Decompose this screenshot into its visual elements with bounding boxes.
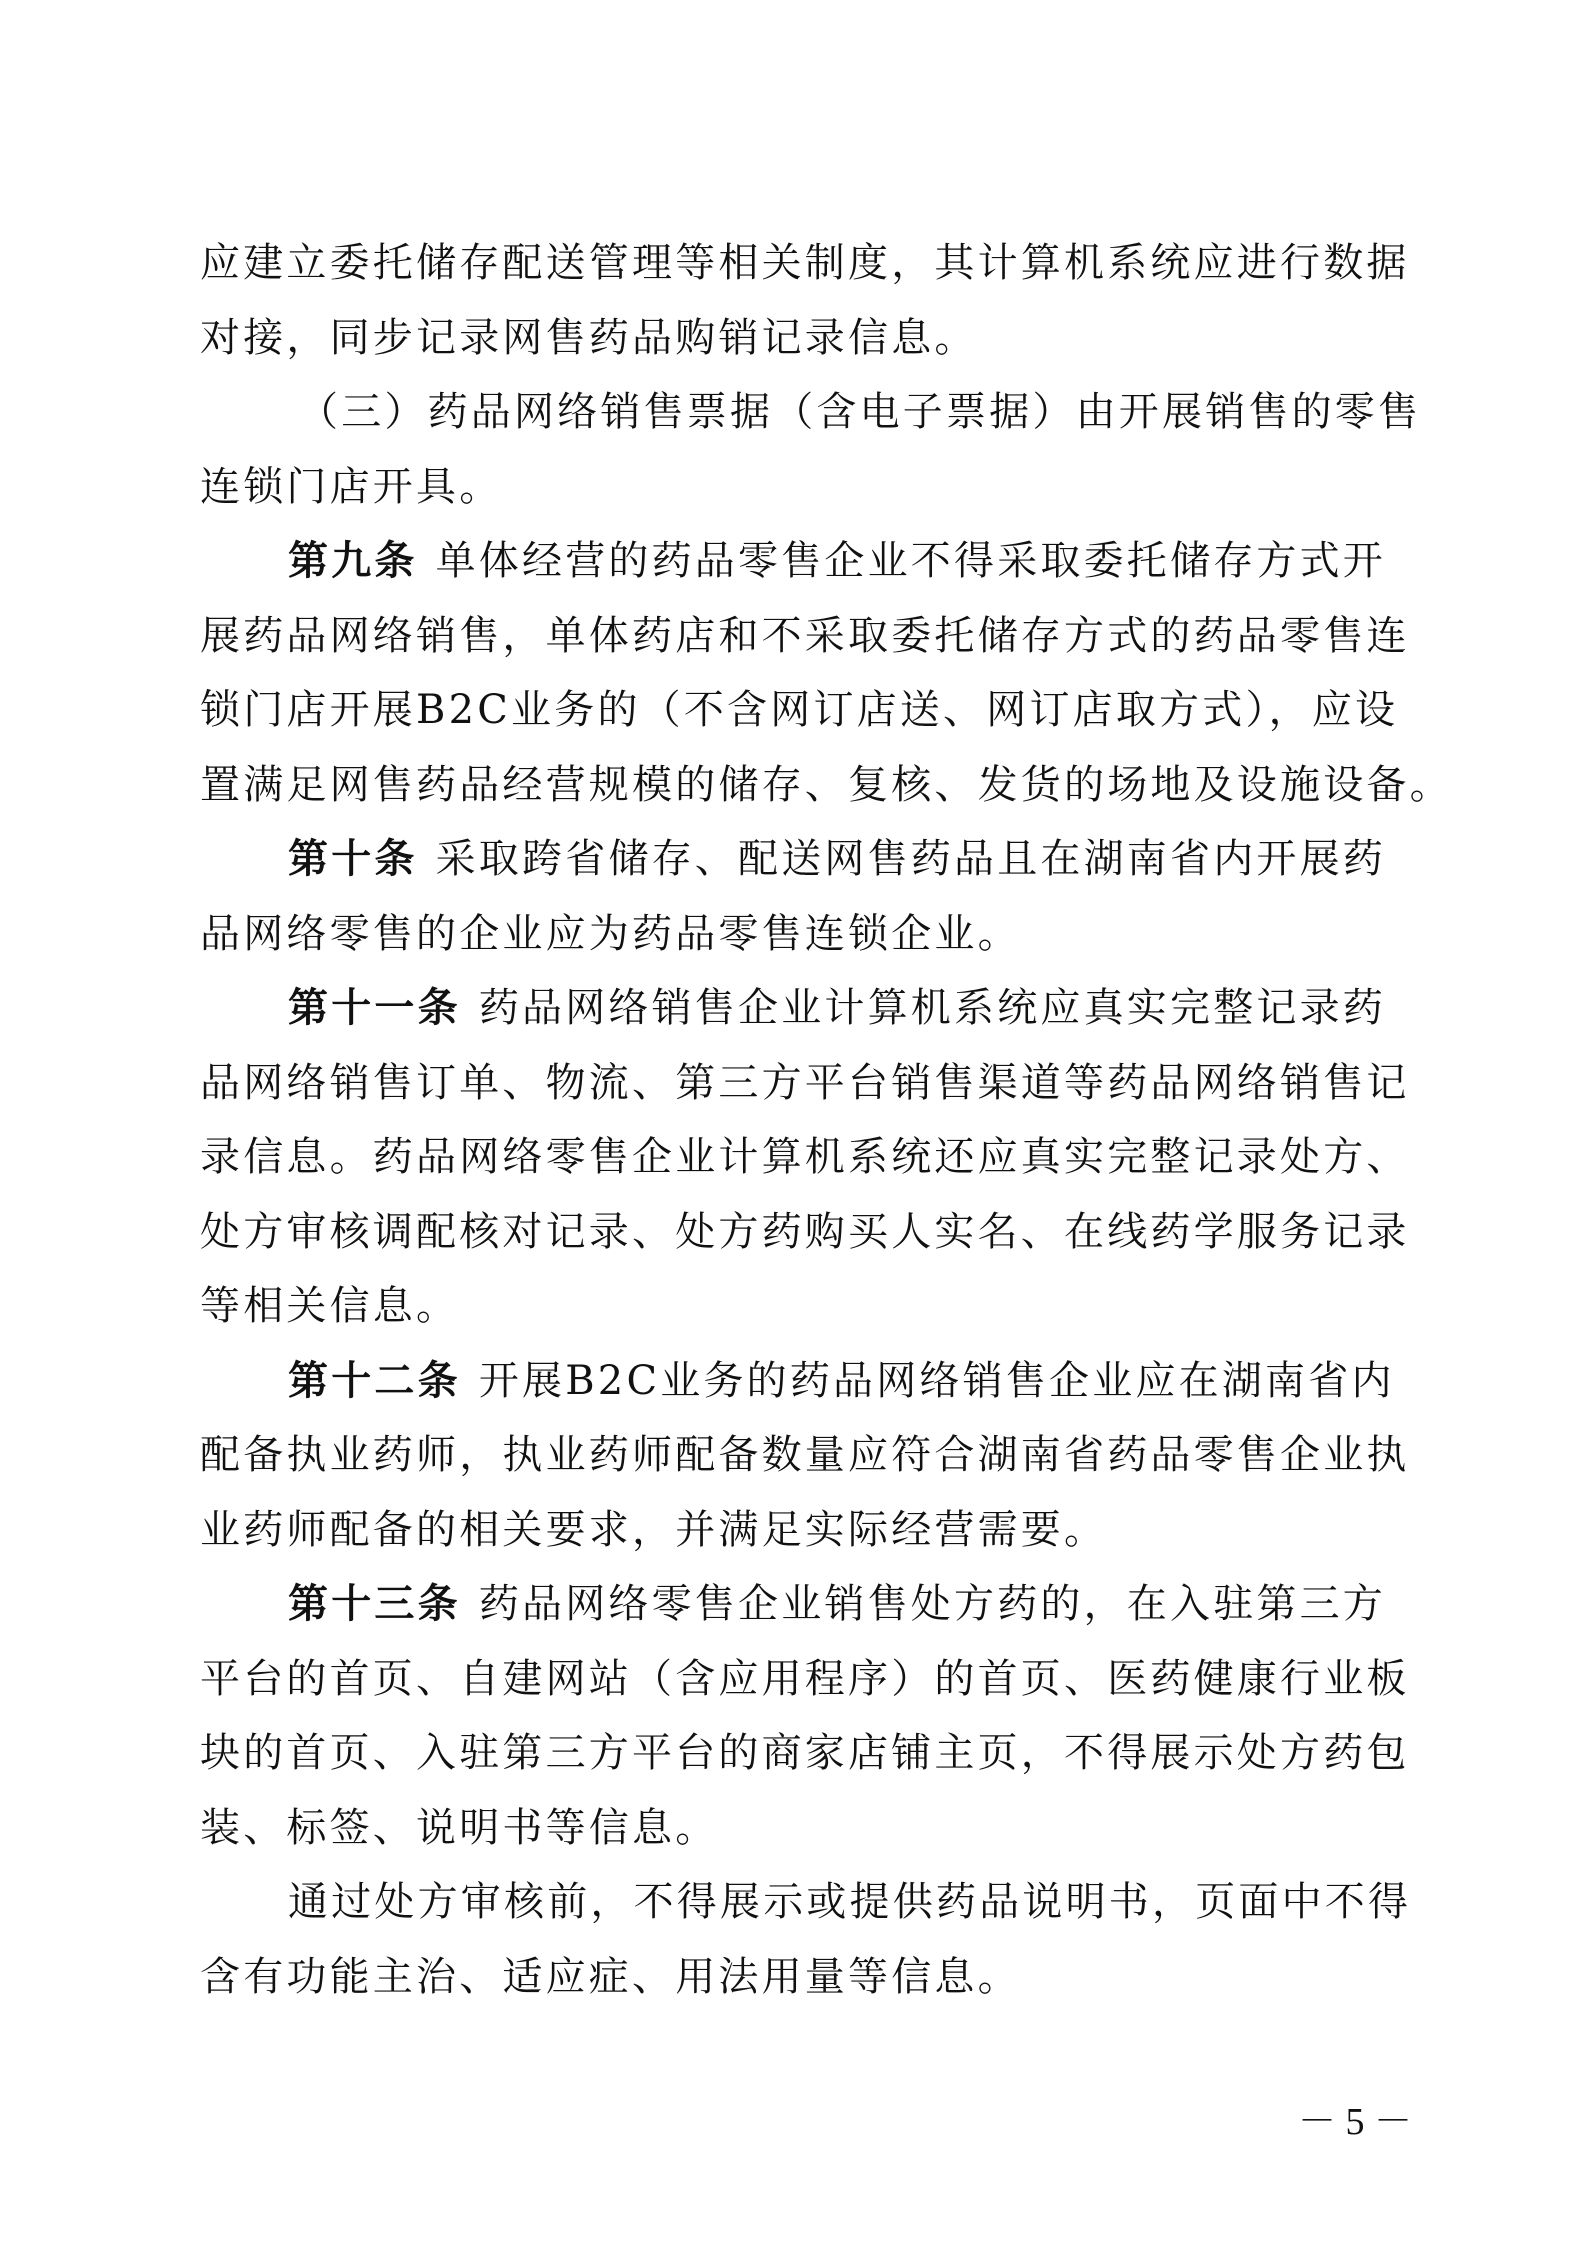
line-text: 药品网络销售企业计算机系统应真实完整记录药 bbox=[478, 985, 1387, 1031]
line-text: 开展B2C业务的药品网络销售企业应在湖南省内 bbox=[478, 1357, 1395, 1404]
article-title: 第十二条 bbox=[288, 1356, 461, 1404]
line-text: 装、标签、说明书等信息。 bbox=[200, 1804, 719, 1851]
line-text: 录信息。药品网络零售企业计算机系统还应真实完整记录处方、 bbox=[200, 1134, 1410, 1180]
line-text: 块的首页、入驻第三方平台的商家店铺主页，不得展示处方药包 bbox=[200, 1730, 1410, 1776]
text-line bbox=[200, 1046, 1410, 1121]
line-text: 业药师配备的相关要求，并满足实际经营需要。 bbox=[200, 1506, 1108, 1553]
text-line bbox=[200, 1642, 1410, 1717]
text-line bbox=[200, 673, 1400, 748]
line-text: 置满足网售药品经营规模的储存、复核、发货的场地及设施设备。 bbox=[200, 761, 1453, 808]
text-line bbox=[200, 1716, 1410, 1791]
line-text: 连锁门店开具。 bbox=[200, 463, 503, 510]
line-text: 含有功能主治、适应症、用法用量等信息。 bbox=[200, 1953, 1021, 2000]
line-text: 对接，同步记录网售药品购销记录信息。 bbox=[200, 314, 978, 361]
line-text: 品网络零售的企业应为药品零售连锁企业。 bbox=[200, 910, 1021, 957]
text-line bbox=[200, 897, 1400, 972]
document-body bbox=[200, 226, 1453, 2014]
text-line bbox=[200, 599, 1410, 674]
text-line bbox=[200, 1940, 1400, 2015]
line-text: 平台的首页、自建网站（含应用程序）的首页、医药健康行业板 bbox=[200, 1655, 1410, 1702]
article-12-line bbox=[200, 1344, 1400, 1419]
line-text: 药品网络零售企业销售处方药的，在入驻第三方 bbox=[478, 1581, 1387, 1627]
line-text: 处方审核调配核对记录、处方药购买人实名、在线药学服务记录 bbox=[200, 1208, 1410, 1255]
text-line bbox=[200, 1493, 1400, 1568]
page-number: － 5 － bbox=[1298, 2101, 1413, 2143]
line-text: 通过处方审核前，不得展示或提供药品说明书，页面中不得 bbox=[288, 1879, 1412, 1925]
line-text: 锁门店开展B2C业务的（不含网订店送、网订店取方式），应设 bbox=[200, 687, 1399, 733]
article-title: 第十条 bbox=[288, 835, 418, 882]
text-line bbox=[200, 748, 1453, 823]
text-line bbox=[200, 450, 1400, 525]
text-line bbox=[200, 1195, 1410, 1270]
text-line bbox=[200, 1791, 1400, 1866]
text-line bbox=[200, 226, 1410, 301]
text-line bbox=[200, 375, 1422, 450]
line-text: （三）药品网络销售票据（含电子票据）由开展销售的零售 bbox=[298, 389, 1422, 435]
line-text: 单体经营的药品零售企业不得采取委托储存方式开 bbox=[435, 538, 1387, 584]
article-title: 第十一条 bbox=[288, 984, 461, 1031]
line-text: 等相关信息。 bbox=[200, 1283, 460, 1329]
article-13-line bbox=[200, 1567, 1400, 1642]
text-line bbox=[200, 1120, 1410, 1195]
text-line bbox=[200, 1865, 1412, 1940]
article-11-line bbox=[200, 971, 1400, 1046]
article-title: 第九条 bbox=[288, 537, 418, 584]
line-text: 品网络销售订单、物流、第三方平台销售渠道等药品网络销售记 bbox=[200, 1059, 1410, 1106]
text-line bbox=[200, 1269, 1400, 1344]
line-text: 采取跨省储存、配送网售药品且在湖南省内开展药 bbox=[435, 836, 1387, 882]
line-text: 配备执业药师，执业药师配备数量应符合湖南省药品零售企业执 bbox=[200, 1432, 1410, 1478]
line-text: 应建立委托储存配送管理等相关制度，其计算机系统应进行数据 bbox=[200, 240, 1410, 286]
article-9-line bbox=[200, 524, 1400, 599]
article-title: 第十三条 bbox=[288, 1580, 461, 1627]
line-text: 展药品网络销售，单体药店和不采取委托储存方式的药品零售连 bbox=[200, 612, 1410, 659]
text-line bbox=[200, 301, 1400, 376]
text-line bbox=[200, 1418, 1410, 1493]
article-10-line bbox=[200, 822, 1400, 897]
